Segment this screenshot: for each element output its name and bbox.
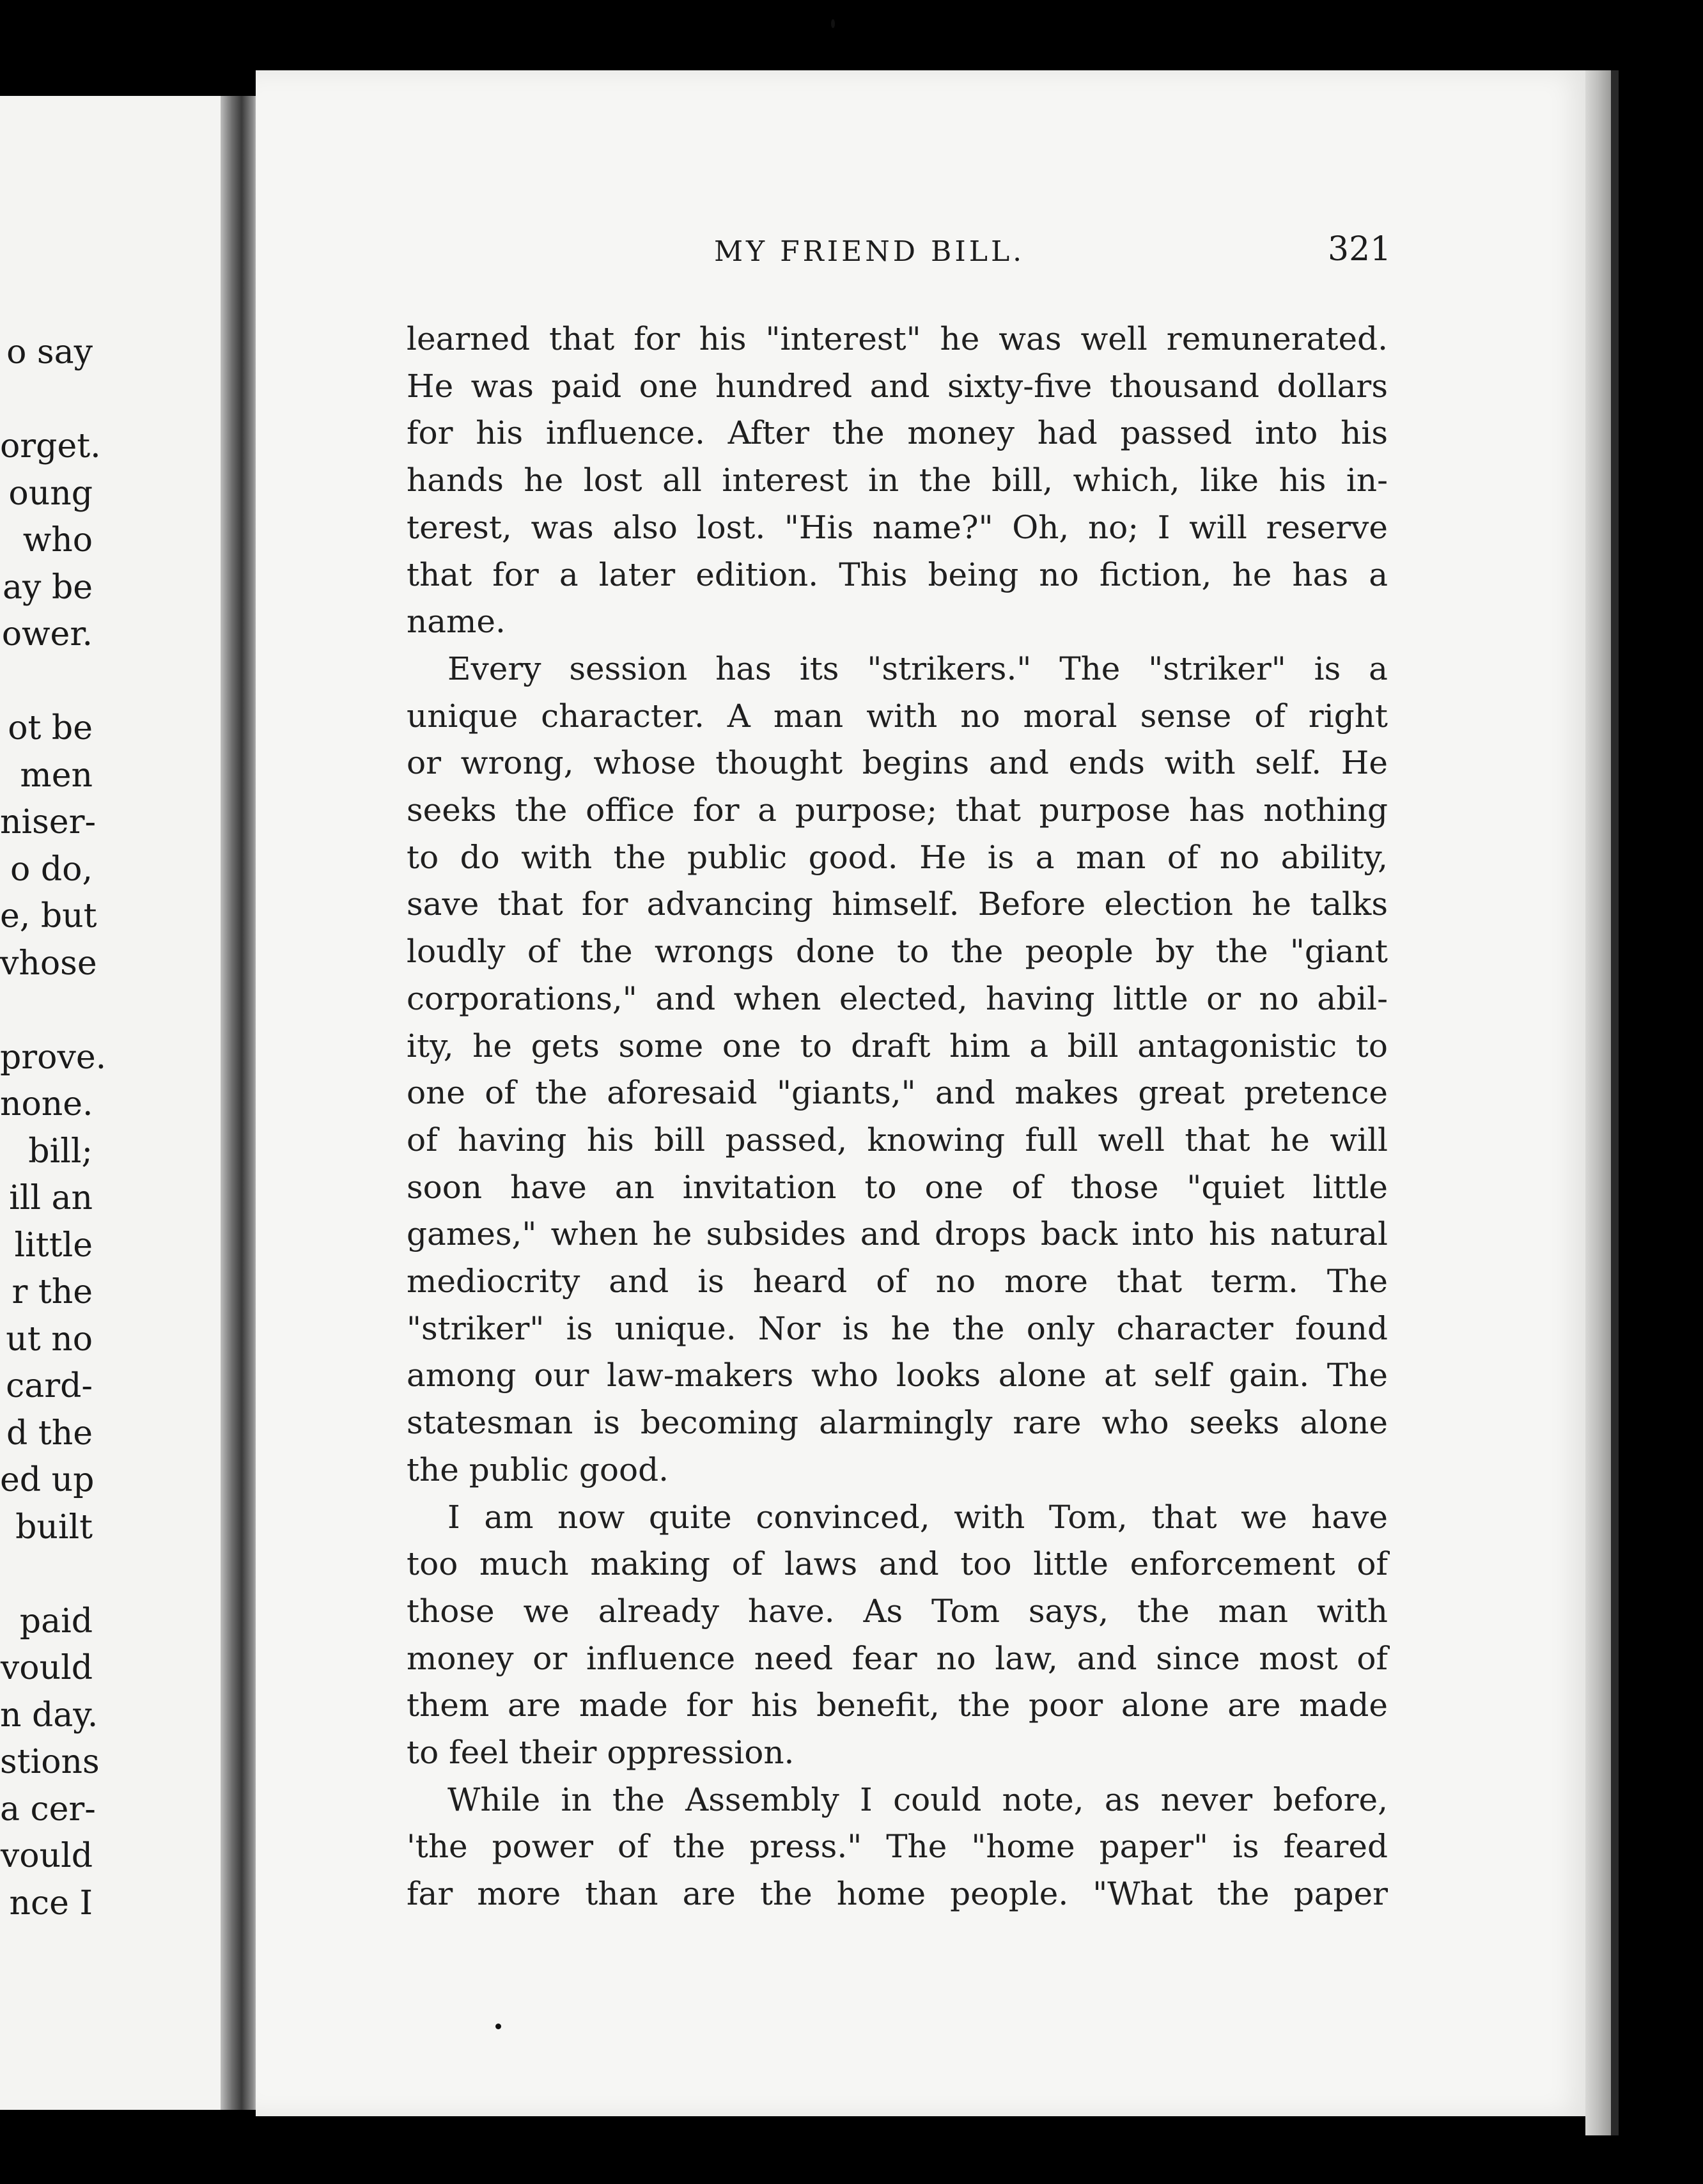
text-line: soon have an invitation to one of those "quiet little [407, 1169, 1388, 1206]
text-line: the public good. [407, 1451, 669, 1488]
left-page-line: prove. [0, 1038, 107, 1077]
text-line: save that for advancing himself. Before election he talks [407, 885, 1388, 923]
left-page-line: e, but [0, 897, 97, 935]
text-line: of having his bill passed, knowing full well that he will [407, 1121, 1388, 1158]
text-line: corporations," and when elected, having little or no abil- [407, 980, 1388, 1017]
text-line: loudly of the wrongs done to the people by the "giant [407, 933, 1388, 970]
left-page-line: orget. [0, 427, 101, 465]
left-page-line: oung [8, 474, 93, 513]
left-page-line: paid [19, 1602, 93, 1641]
page-edge [1585, 70, 1611, 2135]
left-page-line: r the [12, 1273, 93, 1311]
text-line: games," when he subsides and drops back into his natural [407, 1215, 1388, 1252]
left-page-line: vould [0, 1837, 93, 1875]
book-gutter [221, 96, 259, 2110]
left-page-line: built [15, 1508, 93, 1547]
dust-speck [831, 19, 835, 28]
text-line: statesman is becoming alarmingly rare who seeks alone [407, 1404, 1388, 1441]
left-page-line: a cer- [0, 1790, 96, 1829]
text-line: too much making of laws and too little enforcement of [407, 1545, 1388, 1582]
text-line: name. [407, 603, 506, 640]
left-page-line: who [22, 521, 93, 559]
left-page-line: ot be [8, 709, 93, 747]
text-line: He was paid one hundred and sixty-five thousand dollars [407, 368, 1388, 405]
left-page-line: o do, [10, 850, 93, 889]
left-page-line: none. [0, 1085, 93, 1123]
page-edge-shadow [1611, 70, 1619, 2135]
text-line: far more than are the home people. "What the paper [407, 1875, 1388, 1912]
left-page-line: ower. [1, 615, 93, 653]
text-line: mediocrity and is heard of no more that term. The [407, 1263, 1388, 1300]
text-line: "striker" is unique. Nor is he the only character found [407, 1310, 1388, 1347]
left-page-line: vhose [0, 944, 97, 983]
text-line: or wrong, whose thought begins and ends with self. He [407, 744, 1388, 781]
text-line: among our law-makers who looks alone at self gain. The [407, 1357, 1388, 1394]
left-page-line: ed up [0, 1461, 95, 1499]
text-line: to do with the public good. He is a man of no ability, [407, 839, 1388, 876]
page-number: 321 [1328, 230, 1392, 269]
left-page-line: niser- [0, 803, 97, 841]
text-line: learned that for his "interest" he was well remunerated. [407, 320, 1388, 357]
text-line: one of the aforesaid "giants," and makes great pretence [407, 1074, 1388, 1111]
text-line: ity, he gets some one to draft him a bill antagonistic to [407, 1027, 1388, 1065]
dust-speck [495, 2024, 501, 2029]
left-page-line: n day. [0, 1696, 98, 1735]
text-line: that for a later edition. This being no fiction, he has a [407, 556, 1388, 593]
text-line: hands he lost all interest in the bill, which, like his in- [407, 462, 1388, 499]
text-line: those we already have. As Tom says, the man with [407, 1593, 1388, 1630]
left-page-line: d the [6, 1414, 93, 1453]
text-line: Every session has its "strikers." The "striker" is a [447, 650, 1388, 687]
text-line: While in the Assembly I could note, as never before, [447, 1781, 1388, 1818]
left-page-line: little [14, 1226, 93, 1265]
left-page-line: ut no [6, 1320, 93, 1359]
left-page-line: vould [0, 1649, 93, 1687]
left-page-line: card- [6, 1367, 93, 1405]
text-line: them are made for his benefit, the poor alone are made [407, 1687, 1388, 1724]
left-page-line: bill; [28, 1132, 93, 1171]
text-line: money or influence need fear no law, and since most of [407, 1640, 1388, 1677]
left-page-line: ill an [9, 1179, 93, 1217]
text-line: I am now quite convinced, with Tom, that we have [447, 1499, 1388, 1536]
running-head: MY FRIEND BILL. [714, 235, 1025, 268]
left-page-line: ay be [3, 568, 93, 607]
left-page-line: men [20, 756, 93, 795]
text-line: seeks the office for a purpose; that purpose has nothing [407, 792, 1388, 829]
text-line: terest, was also lost. "His name?" Oh, no; I will reserve [407, 509, 1388, 546]
text-line: to feel their oppression. [407, 1734, 795, 1771]
text-line: unique character. A man with no moral sense of right [407, 698, 1388, 735]
left-page-line: o say [6, 333, 93, 371]
left-page-line: stions [0, 1743, 100, 1781]
text-line: 'the power of the press." The "home paper" is feared [407, 1828, 1388, 1865]
text-line: for his influence. After the money had passed into his [407, 414, 1388, 451]
left-page-line: nce I [9, 1884, 93, 1923]
